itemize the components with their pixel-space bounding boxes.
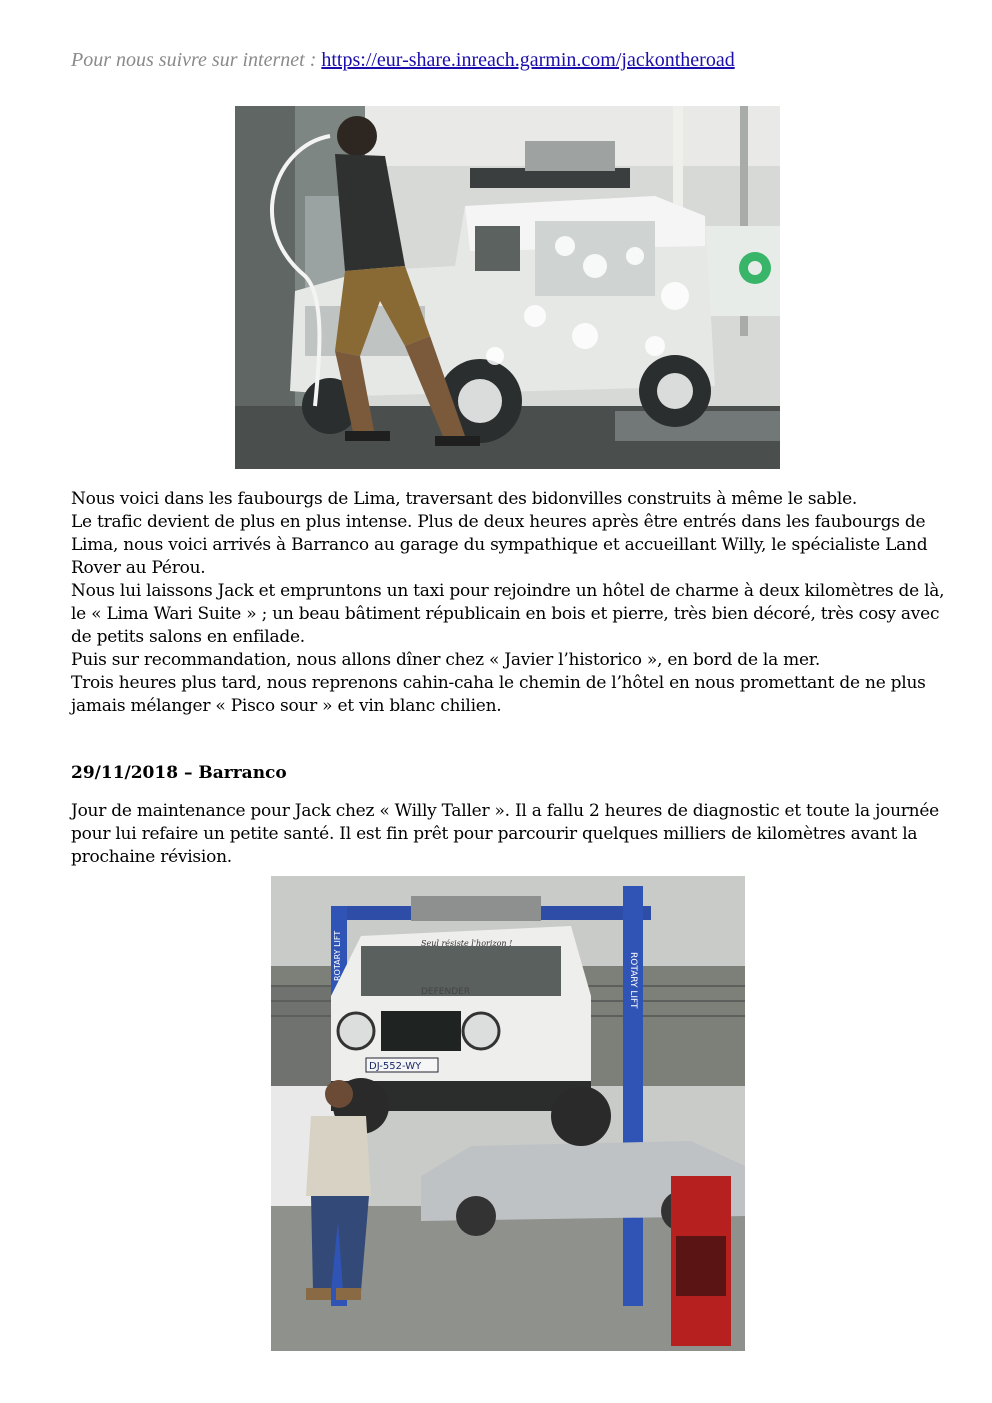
story-line: Nous voici dans les faubourgs de Lima, traversant des bidonvilles construits à même le sable.	[71, 489, 858, 509]
story-line: Puis sur recommandation, nous allons dîner chez « Javier l’historico », en bord de la mer.	[71, 650, 820, 670]
lift-brand-left: ROTARY LIFT	[333, 930, 342, 981]
follow-line	[71, 48, 735, 72]
car-wash-photo	[235, 106, 780, 469]
day-heading: 29/11/2018 – Barranco	[71, 763, 287, 783]
story-line: Trois heures plus tard, nous reprenons cahin-caha le chemin de l’hôtel en nous promettant de ne plus jamais mélanger « Pisco sour » et vin blanc chilien.	[71, 673, 926, 716]
maintenance-paragraph: Jour de maintenance pour Jack chez « Willy Taller ». Il a fallu 2 heures de diagnostic et toute la journée pour lui refaire un petite santé. Il est fin prêt pour parcourir quelques milliers de kilomètres avant la prochaine révision.	[71, 801, 939, 867]
story-section-1	[71, 488, 951, 718]
garage-lift-photo	[271, 876, 745, 1351]
lift-brand-right: ROTARY LIFT	[628, 952, 638, 1009]
tracking-link[interactable]: https://eur-share.inreach.garmin.com/jackontheroad	[321, 49, 735, 71]
story-line: Nous lui laissons Jack et empruntons un taxi pour rejoindre un hôtel de charme à deux kilomètres de là, le « Lima Wari Suite » ; un beau bâtiment républicain en bois et pierre, très bien décoré, très cosy avec de petits salons en enfilade.	[71, 581, 945, 647]
roof-banner: Seul résiste l'horizon !	[421, 939, 513, 948]
license-plate: DJ-552-WY	[369, 1061, 422, 1072]
follow-label: Pour nous suivre sur internet :	[71, 49, 322, 71]
hood-lettering: DEFENDER	[421, 987, 471, 997]
story-line: Le trafic devient de plus en plus intense. Plus de deux heures après être entrés dans les faubourgs de Lima, nous voici arrivés à Barranco au garage du sympathique et accueillant Willy, le spécialiste Land Rover au Pérou.	[71, 512, 928, 578]
